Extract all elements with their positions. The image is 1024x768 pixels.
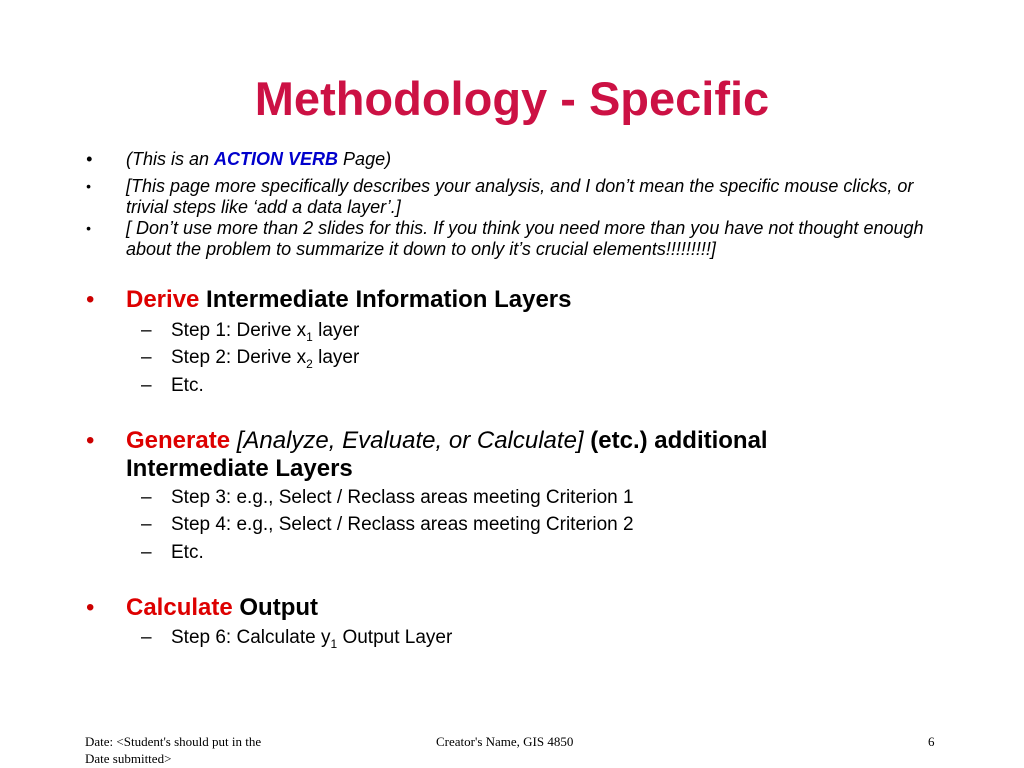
dash: – bbox=[141, 514, 152, 535]
intro-suffix: Page) bbox=[338, 149, 392, 169]
footer-page-number: 6 bbox=[928, 734, 935, 749]
dash: – bbox=[141, 627, 152, 648]
section-verb: Generate bbox=[126, 427, 231, 454]
step-subscript: 1 bbox=[306, 329, 313, 344]
dash: – bbox=[141, 487, 152, 508]
section-middle: [Analyze, Evaluate, or Calculate] bbox=[230, 427, 584, 454]
section-rest: Intermediate Information Layers bbox=[199, 286, 572, 313]
footer-date-line1: Date: <Student's should put in the bbox=[85, 734, 262, 749]
bullet-dot: • bbox=[86, 594, 95, 621]
section-verb: Calculate bbox=[126, 594, 233, 621]
section-heading bbox=[126, 286, 916, 314]
dash: – bbox=[141, 375, 152, 396]
section-heading bbox=[126, 594, 916, 622]
section-heading bbox=[126, 427, 916, 483]
slide-title: Methodology - Specific bbox=[254, 72, 770, 125]
step-subscript: 1 bbox=[330, 636, 338, 651]
section-rest: Output bbox=[232, 594, 319, 621]
action-verb-highlight: ACTION VERB bbox=[214, 149, 339, 169]
bullet-dot: • bbox=[86, 286, 95, 313]
step-text: Step 4: e.g., Select / Reclass areas meeting Criterion 2 bbox=[171, 514, 634, 535]
dash: – bbox=[141, 347, 152, 368]
step-suffix: layer bbox=[312, 347, 360, 368]
bullet-dot: • bbox=[86, 427, 95, 454]
step-text bbox=[171, 627, 452, 655]
dash: – bbox=[141, 542, 152, 563]
step-text: Etc. bbox=[171, 375, 204, 396]
bullet-dot: • bbox=[86, 220, 91, 236]
step-text bbox=[171, 347, 359, 375]
dash: – bbox=[141, 320, 152, 341]
section-rest: (etc.) additional Intermediate Layers bbox=[126, 427, 768, 482]
intro-bullet-text: [This page more specifically describes your analysis, and I don’t mean the specific mouse clicks, or trivial steps like ‘add a data layer’.] bbox=[126, 176, 914, 217]
section-verb: Derive bbox=[126, 286, 200, 313]
step-prefix: Step 1: Derive x bbox=[171, 320, 307, 341]
step-suffix: Output Layer bbox=[337, 627, 453, 648]
step-prefix: Step 6: Calculate y bbox=[171, 627, 331, 648]
bullet-dot: • bbox=[86, 149, 93, 169]
footer-date-line2: Date submitted> bbox=[85, 751, 172, 766]
step-subscript: 2 bbox=[306, 356, 313, 371]
intro-bullet-text bbox=[126, 149, 926, 170]
step-text: Step 3: e.g., Select / Reclass areas meeting Criterion 1 bbox=[171, 487, 634, 508]
footer-date bbox=[85, 733, 345, 767]
intro-bullet-text: [ Don’t use more than 2 slides for this. If you think you need more than you have not thought enough about the problem to summarize it down to only it’s crucial elements!!!!!!!!!] bbox=[126, 218, 924, 259]
step-text: Etc. bbox=[171, 542, 204, 563]
step-prefix: Step 2: Derive x bbox=[171, 347, 307, 368]
step-suffix: layer bbox=[312, 320, 360, 341]
bullet-dot: • bbox=[86, 178, 91, 194]
intro-prefix: (This is an bbox=[126, 149, 215, 169]
footer-creator: Creator's Name, GIS 4850 bbox=[436, 734, 574, 749]
step-text bbox=[171, 320, 359, 348]
